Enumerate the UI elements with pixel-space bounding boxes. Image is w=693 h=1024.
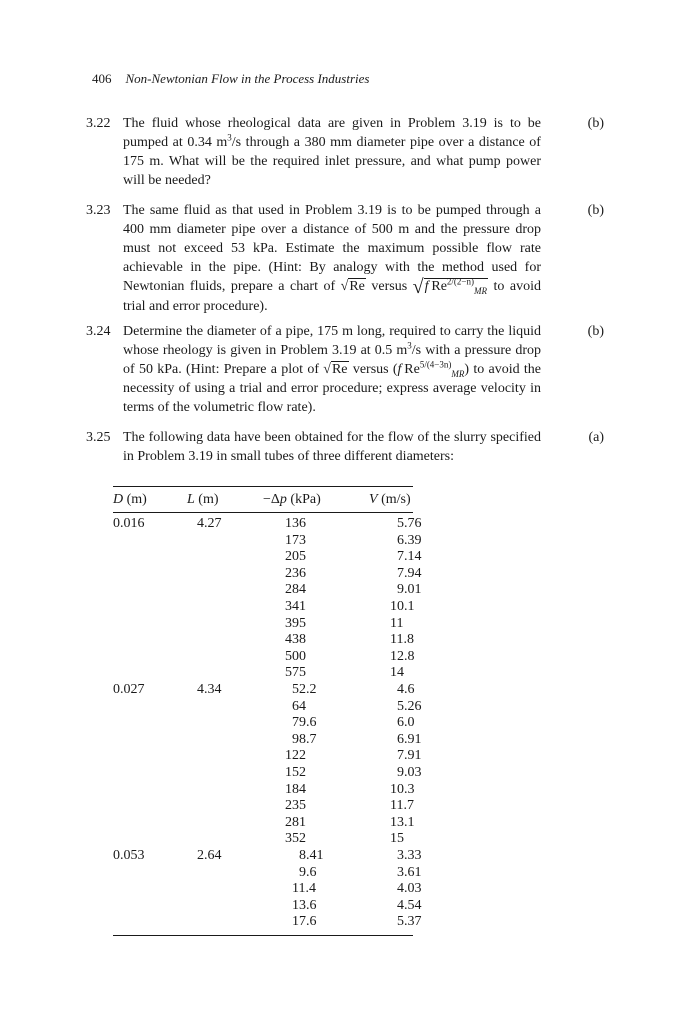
cell-velocity: 5.76 <box>397 516 422 531</box>
cell-pressure-drop: 235 <box>285 798 306 814</box>
cell-pressure-drop: 352 <box>285 831 306 847</box>
cell-velocity: 3.33 <box>397 848 422 863</box>
cell-pressure-drop: 13.6 <box>292 897 317 913</box>
cell-velocity: 4.6 <box>397 682 415 697</box>
difficulty-tag: (b) <box>587 324 604 339</box>
cell-pressure-drop: 438 <box>285 632 306 648</box>
table-bottom-rule <box>113 935 413 936</box>
cell-length: 4.27 <box>197 516 222 531</box>
problem-number: 3.22 <box>86 116 111 131</box>
cell-pressure-drop: 8.41 <box>299 848 324 863</box>
problem-text: The same fluid as that used in Problem 3.19 is to be pumped through a 400 mm diameter pipe over a distance of 500 m and the pressure drop must not exceed 53 kPa. Estimate the maximum possible flow rate achievable in the pipe. (Hint: By analogy with the method used for Newtonian fluids, prepare a chart of √Re versus √f $Re^{2/(2-n)}_{MR}$ to avoid trial and error procedure). <box>123 203 541 314</box>
table-top-rule <box>113 486 413 487</box>
problem-text: The following data have been obtained for the flow of the slurry specified in Problem 3.19 in small tubes of three different diameters: <box>123 430 541 464</box>
problem-number: 3.23 <box>86 203 111 218</box>
difficulty-tag: (a) <box>588 430 604 445</box>
cell-velocity: 5.37 <box>397 914 422 930</box>
cell-velocity: 3.61 <box>397 864 422 880</box>
cell-pressure-drop: 79.6 <box>292 715 317 731</box>
page-number: 406 <box>92 71 112 86</box>
problem-3-22 <box>86 114 604 190</box>
cell-pressure-drop: 64 <box>292 698 306 714</box>
cell-velocity: 15 <box>390 831 404 847</box>
difficulty-tag: (b) <box>587 203 604 218</box>
cell-pressure-drop: 122 <box>285 748 306 764</box>
cell-pressure-drop: 575 <box>285 665 306 681</box>
cell-velocity: 4.03 <box>397 881 422 897</box>
cell-velocity: 10.3 <box>390 781 415 797</box>
cell-pressure-drop: 11.4 <box>292 881 316 897</box>
cell-pressure-drop: 184 <box>285 781 306 797</box>
cell-velocity: 14 <box>390 665 404 681</box>
cell-velocity: 6.0 <box>397 715 415 731</box>
cell-velocity: 5.26 <box>397 698 422 714</box>
table-header-rule <box>113 512 413 513</box>
cell-pressure-drop: 173 <box>285 532 306 548</box>
sqrt-re-expression: √Re <box>323 362 348 377</box>
problem-text: Determine the diameter of a pipe, 175 m long, required to carry the liquid whose rheology is given in Problem 3.19 at 0.5 $m^3/s$ with a pressure drop of 50 kPa. (Hint: Prepare a plot of √Re versus (f $Re^{5/(4-3n)}_{MR}$) to avoid the necessity of using a trial and error procedure; express average velocity in terms of the volumetric flow rate). <box>123 324 542 415</box>
cell-length: 2.64 <box>197 848 222 863</box>
cell-length: 4.34 <box>197 682 222 697</box>
header-length: L (m) <box>187 492 219 507</box>
cell-velocity: 6.91 <box>397 731 422 747</box>
cell-diameter: 0.027 <box>113 682 145 697</box>
cell-velocity: 6.39 <box>397 532 422 548</box>
cell-pressure-drop: 395 <box>285 615 306 631</box>
cell-pressure-drop: 136 <box>285 516 306 531</box>
cell-velocity: 9.03 <box>397 765 422 780</box>
cell-pressure-drop: 98.7 <box>292 731 317 747</box>
cell-velocity: 11.8 <box>390 632 414 648</box>
cell-pressure-drop: 52.2 <box>292 682 317 697</box>
cell-pressure-drop: 17.6 <box>292 914 317 930</box>
sqrt-f-re-mr-expression: √f $Re^{2/(2-n)}_{MR}$ <box>412 276 487 298</box>
cell-diameter: 0.053 <box>113 848 145 863</box>
cell-velocity: 10.1 <box>390 599 415 614</box>
cell-pressure-drop: 281 <box>285 814 306 830</box>
problem-3-24 <box>86 322 604 417</box>
f-re-mr-expression: f $Re^{5/(4-3n)}_{MR}$ <box>397 359 465 379</box>
problem-3-25 <box>86 428 604 466</box>
problem-text: The fluid whose rheological data are given in Problem 3.19 is to be pumped at 0.34 $m^3/s$ through a 380 mm diameter pipe over a distance of 175 m. What will be the required inlet pressure, and what pump power will be needed? <box>123 116 541 188</box>
cell-pressure-drop: 152 <box>285 765 306 780</box>
cell-pressure-drop: 9.6 <box>299 864 317 880</box>
problem-number: 3.25 <box>86 430 111 445</box>
cell-pressure-drop: 205 <box>285 549 306 565</box>
problem-3-23 <box>86 201 604 316</box>
header-pressure-drop: −Δp (kPa) <box>263 492 321 507</box>
sqrt-re-expression: √Re <box>340 279 365 294</box>
cell-pressure-drop: 284 <box>285 582 306 598</box>
cell-velocity: 7.14 <box>397 549 422 565</box>
problem-number: 3.24 <box>86 324 111 339</box>
header-velocity: V (m/s) <box>369 492 411 507</box>
running-header <box>92 71 369 87</box>
cell-velocity: 11.7 <box>390 798 414 814</box>
cell-diameter: 0.016 <box>113 516 145 531</box>
cell-velocity: 11 <box>390 615 404 631</box>
book-title: Non-Newtonian Flow in the Process Industries <box>125 71 370 86</box>
cell-velocity: 13.1 <box>390 814 415 830</box>
cell-velocity: 12.8 <box>390 648 415 664</box>
header-diameter: D (m) <box>113 492 147 507</box>
cell-pressure-drop: 236 <box>285 565 306 581</box>
cell-velocity: 7.94 <box>397 565 422 581</box>
difficulty-tag: (b) <box>587 116 604 131</box>
cell-pressure-drop: 500 <box>285 648 306 664</box>
cell-velocity: 4.54 <box>397 897 422 913</box>
cell-pressure-drop: 341 <box>285 599 306 614</box>
cell-velocity: 7.91 <box>397 748 422 764</box>
cell-velocity: 9.01 <box>397 582 422 598</box>
